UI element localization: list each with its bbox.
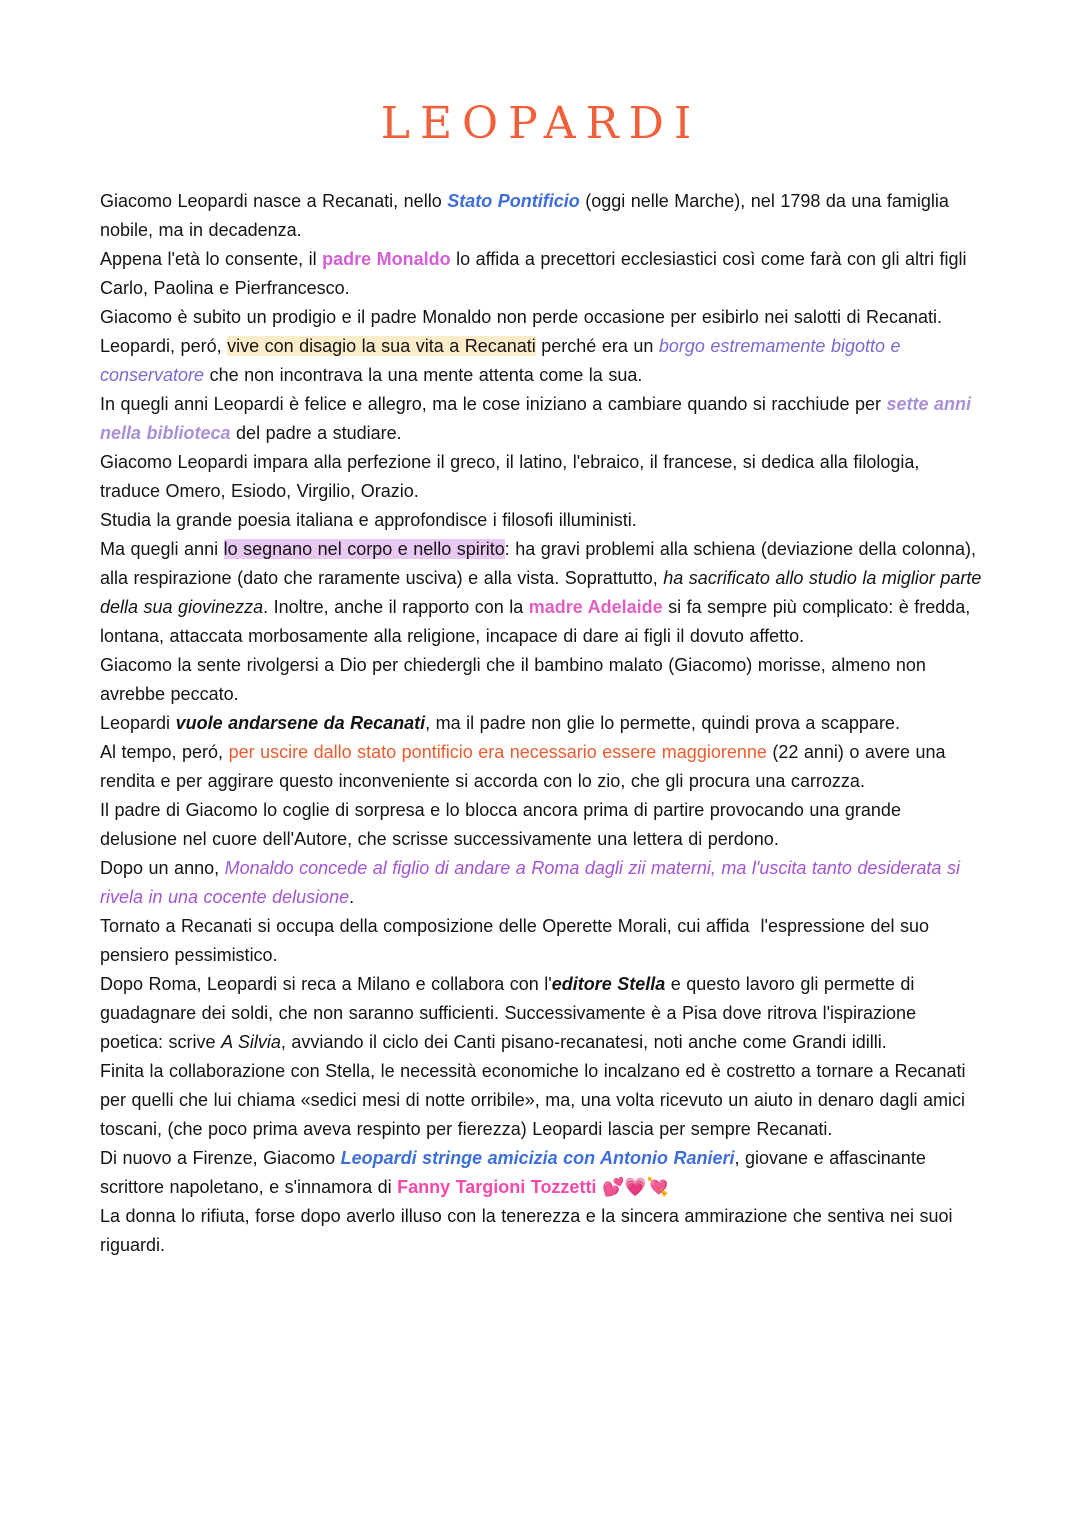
page-title: LEOPARDI [380, 98, 702, 149]
paragraph [100, 245, 982, 303]
styled-text-orange: per uscire dallo stato pontificio era necessario essere maggiorenne [228, 742, 767, 762]
text-run: Giacomo Leopardi nasce a Recanati, nello [100, 191, 448, 211]
text-run: Appena l'età lo consente, il [100, 249, 323, 269]
styled-text-pink_bold: madre Adelaide [528, 597, 663, 617]
paragraph [100, 535, 987, 651]
styled-text-lilac_bold_italic: sette anni nella biblioteca [100, 394, 977, 443]
text-run: (oggi nelle Marche), nel 1798 da una famiglia nobile, ma in decadenza. [100, 191, 955, 240]
paragraph [100, 796, 982, 854]
styled-text-purple_italic: borgo estremamente bigotto e conservatore [100, 336, 907, 385]
paragraph [100, 332, 982, 390]
paragraph [100, 1057, 982, 1144]
text-run: del padre a studiare. [230, 423, 402, 443]
text-run: e questo lavoro gli permette di guadagnare dei soldi, che non saranno sufficienti. Successivamente è a Pisa dove ritrova l'ispirazione poetica: scrive [100, 974, 922, 1052]
text-run: . Inoltre, anche il rapporto con la [263, 597, 529, 617]
text-run: Dopo Roma, Leopardi si reca a Milano e collabora con l' [100, 974, 552, 994]
styled-text-italic: ha sacrificato allo studio la miglior parte della sua giovinezza [100, 568, 987, 617]
text-run: che non incontrava la una mente attenta come la sua. [204, 365, 643, 385]
styled-text-hotpink_bold: Fanny Targioni Tozzetti [397, 1177, 597, 1197]
paragraph [100, 448, 982, 506]
paragraph [100, 390, 982, 448]
text-run: , avviando il ciclo dei Canti pisano-recanatesi, noti anche come Grandi idilli. [280, 1032, 887, 1052]
styled-text-blue_bold_italic: Stato Pontificio [447, 191, 580, 211]
text-run: Dopo un anno, [100, 858, 225, 878]
styled-text-violet_italic: Monaldo concede al figlio di andare a Roma dagli zii materni, ma l'uscita tanto desiderata si rivela in una cocente delusione [100, 858, 966, 907]
text-run: Di nuovo a Firenze, Giacomo [100, 1148, 341, 1168]
text-run: Tornato a Recanati si occupa della composizione delle Operette Morali, cui affida l'espressione del suo pensiero pessimistico. [100, 916, 935, 965]
styled-text-highlight_peach: vive con disagio la sua vita a Recanati [227, 336, 536, 356]
text-run: Ma quegli anni [100, 539, 224, 559]
styled-text-orchid_bold: padre Monaldo [322, 249, 451, 269]
text-run: La donna lo rifiuta, forse dopo averlo illuso con la tenerezza e la sincera ammirazione che sentiva nei suoi riguardi. [100, 1206, 958, 1255]
paragraph [100, 912, 982, 970]
text-run: si fa sempre più complicato: è fredda, lontana, attaccata morbosamente alla religione, incapace di dare ai figli il dovuto affetto. [100, 597, 976, 646]
text-run: , giovane e affascinante scrittore napoletano, e s'innamora di [100, 1148, 932, 1197]
paragraph [100, 854, 982, 912]
paragraph [100, 303, 982, 332]
styled-text-italic: A Silvia [221, 1032, 281, 1052]
paragraph [100, 506, 982, 535]
paragraph [100, 187, 982, 245]
text-run: 💕💗💘 [596, 1177, 670, 1197]
text-run: Il padre di Giacomo lo coglie di sorpresa e lo blocca ancora prima di partire provocando una grande delusione nel cuore dell'Autore, che scrisse successivamente una lettera di perdono. [100, 800, 907, 849]
text-run: Giacomo Leopardi impara alla perfezione il greco, il latino, l'ebraico, il francese, si dedica alla filologia, traduce Omero, Esiodo, Virgilio, Orazio. [100, 452, 925, 501]
paragraph [100, 709, 982, 738]
text-run: Giacomo la sente rivolgersi a Dio per chiedergli che il bambino malato (Giacomo) morisse, almeno non avrebbe peccato. [100, 655, 932, 704]
text-run: Al tempo, peró, [100, 742, 229, 762]
paragraph [100, 970, 982, 1057]
paragraph [100, 1144, 982, 1202]
paragraph [100, 1202, 982, 1260]
text-run: Leopardi, peró, [100, 336, 228, 356]
document-body [100, 187, 987, 1260]
text-run: , ma il padre non glie lo permette, quindi prova a scappare. [425, 713, 900, 733]
text-run: : ha gravi problemi alla schiena (deviazione della colonna), alla respirazione (dato che raramente usciva) e alla vista. Soprattutto, [100, 539, 982, 588]
paragraph [100, 651, 982, 709]
text-run: Giacomo è subito un prodigio e il padre Monaldo non perde occasione per esibirlo nei salotti di Recanati. [100, 307, 943, 327]
styled-text-bold_italic: vuole andarsene da Recanati [175, 713, 426, 733]
text-run: In quegli anni Leopardi è felice e allegro, ma le cose iniziano a cambiare quando si racchiude per [100, 394, 887, 414]
styled-text-blue_bold_italic: Leopardi stringe amicizia con Antonio Ranieri [340, 1148, 735, 1168]
text-run: Finita la collaborazione con Stella, le necessità economiche lo incalzano ed è costretto a tornare a Recanati per quelli che lui chiama «sedici mesi di notte orribile», ma, una volta ricevuto un aiuto in denaro dagli amici toscani, (che poco prima aveva respinto per fierezza) Leopardi lascia per sempre Recanati. [100, 1061, 972, 1139]
text-run: . [349, 887, 355, 907]
text-run: Studia la grande poesia italiana e approfondisce i filosofi illuministi. [100, 510, 637, 530]
text-run: lo affida a precettori ecclesiastici così come farà con gli altri figli Carlo, Paolina e Pierfrancesco. [100, 249, 973, 298]
styled-text-bold_italic: editore Stella [551, 974, 666, 994]
text-run: perché era un [535, 336, 659, 356]
text-run: Leopardi [100, 713, 176, 733]
text-run: (22 anni) o avere una rendita e per aggirare questo inconveniente si accorda con lo zio, che gli procura una carrozza. [100, 742, 952, 791]
styled-text-highlight_lilac: lo segnano nel corpo e nello spirito [223, 539, 505, 559]
paragraph [100, 738, 982, 796]
